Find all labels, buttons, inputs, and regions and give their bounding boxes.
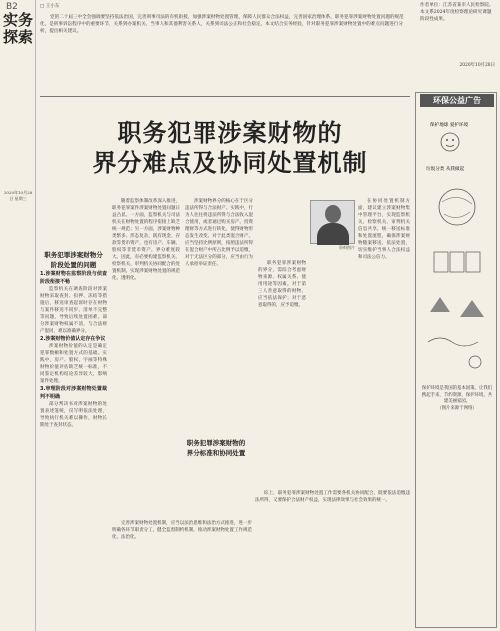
mouth-icon bbox=[446, 145, 454, 147]
column-5 bbox=[358, 198, 410, 261]
closing-paragraph: 综上，职务犯罪涉案财物处置工作需要各机关协同配合，既要依法追缴违法所得，又要保护合法财产权益，实现法律效果与社会效果的统一。 bbox=[255, 491, 410, 503]
box-title-line-2: 界分标准和协同处置 bbox=[186, 449, 246, 457]
sun-icon bbox=[469, 356, 481, 368]
col1-section-1: 1.涉案财物在监察阶段与侦查阶段衔接不畅 bbox=[40, 271, 107, 285]
col1-section-2: 2.涉案财物价值认定存在争议 bbox=[40, 336, 106, 342]
col3-paragraph: 涉案财物界分的核心在于区分违法所得与合法财产。实践中，行为人往往将违法所得与合法收入混合使用，或者通过购买房产、投资理财等方式进行转化，使得财物形态发生改变。对于此类混合财产，应当坚持比例原则，按照违法所得在混合财产中所占比例予以追缴，对于无法区分的部分，应当由行为人承担举证责任。 bbox=[185, 199, 253, 267]
ad-text-block bbox=[420, 386, 494, 412]
wave-icon bbox=[428, 338, 478, 346]
left-rule bbox=[35, 0, 36, 631]
globe-lines-icon bbox=[442, 197, 472, 217]
column-1 bbox=[40, 250, 107, 429]
photo-figure-head bbox=[325, 205, 341, 223]
col1-subhead-2: 阶段处置的问题 bbox=[50, 261, 97, 269]
col1-paragraph-2: 涉案财物价值的认定是确定犯罪数额和处置方式的基础。实践中，房产、股权、字画等特殊财物价值评估缺乏统一标准，不同鉴定机构结论差异较大，影响案件处理。 bbox=[40, 344, 107, 384]
lower-column bbox=[112, 520, 252, 541]
eye-icon bbox=[446, 139, 448, 141]
sidebar-date: 2020年10月28日 bbox=[459, 63, 495, 68]
column-4 bbox=[258, 260, 306, 309]
lead-paragraph: 党的二十届三中全会强调要坚持依法治国，完善刑事司法的有机衔接，加强涉案财物处置管理，保障人民群众合法权益，完善国家治理体系。职务犯罪涉案财物处置问题的规范化，是刑事诉讼程序中的重要环节，关系到办案机关、当事人和其他利害关系人，关系到司法公正和社会稳定。本文结合实务经验，针对职务犯罪涉案财物处置中的难点问题进行分析，提出相关建议。 bbox=[40, 15, 404, 34]
col1-paragraph-1: 监察机关在调查阶段对涉案财物采取查封、扣押、冻结等措施后，移送审查起诉时存在财物与案件移送不同步、清单不完整等问题，导致后续处置困难。部分涉案财物权属不清，与合法财产混同，难以准确界分。 bbox=[40, 287, 107, 334]
page-number: B2 bbox=[6, 2, 18, 12]
title-line-1: 职务犯罪涉案财物的 bbox=[117, 119, 343, 147]
col1-section-3: 3.审理阶段对涉案财物处置裁判不明确 bbox=[40, 386, 107, 400]
col1-paragraph-3: 部分判决书对涉案财物的处置表述笼统，仅写明依法处理，导致执行机关难以操作，财物长期处于查封状态。 bbox=[40, 402, 107, 428]
ad-illustration bbox=[420, 112, 494, 382]
ad-line-2: 垃圾分类 从我做起 bbox=[426, 167, 465, 172]
photo-caption: 资料图片 bbox=[339, 245, 355, 250]
photo-figure-body bbox=[317, 223, 349, 245]
recycle-bin-icon bbox=[466, 252, 480, 272]
side-date: 2020年10月28日 星期三 bbox=[3, 190, 33, 201]
column-3 bbox=[185, 198, 253, 268]
title-line-2: 界分难点及协同处置机制 bbox=[92, 149, 368, 177]
box-title-line-1: 职务犯罪涉案财物的 bbox=[186, 439, 246, 447]
lower-paragraph: 完善涉案财物处置机制，应当以法治思维和法治方式推进，进一步明确各环节职责分工，健全监督制约机制，推动涉案财物处置工作规范化、法治化。 bbox=[112, 521, 252, 540]
col5-paragraph: 在协同处置机制方面，建议建立涉案财物集中管理平台，实现监察机关、检察机关、审判机关信息共享，统一移送标准和处置流程，确保涉案财物随案移送、依法处置，切实维护当事人合法权益和司法公信力。 bbox=[358, 199, 410, 260]
ad-credit: （图片来源于网络） bbox=[437, 405, 477, 411]
col2-paragraph: 随着监察体制改革深入推进，职务犯罪案件涉案财物处置问题日益凸显。一方面，监察机关与司法机关在财物处置的程序衔接上缺乏统一规范；另一方面，涉案财物种类繁多、形态复杂，既有现金、存款等货币资产，也有房产、车辆、股权等非货币资产，界分难度较大。因此，有必要构建监察机关、检察机关、审判机关协同配合的处置机制，实现涉案财物处置的规范化、透明化。 bbox=[112, 199, 180, 281]
column-2 bbox=[112, 198, 180, 282]
globe-icon bbox=[439, 189, 475, 225]
article-title bbox=[60, 118, 400, 178]
sidebar-heading: 环保公益广告 bbox=[420, 94, 494, 107]
author-note: 作者单位：江苏省某市人民检察院。本文系2024年度检察理论研究课题阶段性成果。 bbox=[420, 3, 494, 23]
ad-line-1: 保护地球 爱护环境 bbox=[430, 123, 469, 128]
editor-credit: □ 王小东 bbox=[40, 4, 60, 9]
ad-body: 保护环境是我国的基本国策。让我们携起手来，节约资源，保护环境，共建美丽家园。 bbox=[421, 386, 493, 404]
section-rubric: 实务探索 bbox=[3, 11, 34, 46]
col1-subhead-1: 职务犯罪涉案财物分 bbox=[44, 251, 103, 259]
col4-paragraph: 职务犯罪涉案财物的界分，需综合考虑财物来源、权属关系、使用用途等因素。对于第三人善意取得的财物，应当依法保护；对于恶意取得的，应予追缴。 bbox=[258, 261, 306, 308]
eye-icon bbox=[452, 139, 454, 141]
box-title bbox=[176, 438, 256, 458]
recycle-bin-icon bbox=[434, 252, 448, 272]
closing-column bbox=[255, 490, 410, 504]
smile-face-icon bbox=[441, 133, 459, 151]
recycle-bin-icon bbox=[450, 252, 464, 272]
tree-icon bbox=[430, 297, 484, 317]
article-photo bbox=[310, 200, 355, 244]
header-divider bbox=[40, 96, 410, 97]
